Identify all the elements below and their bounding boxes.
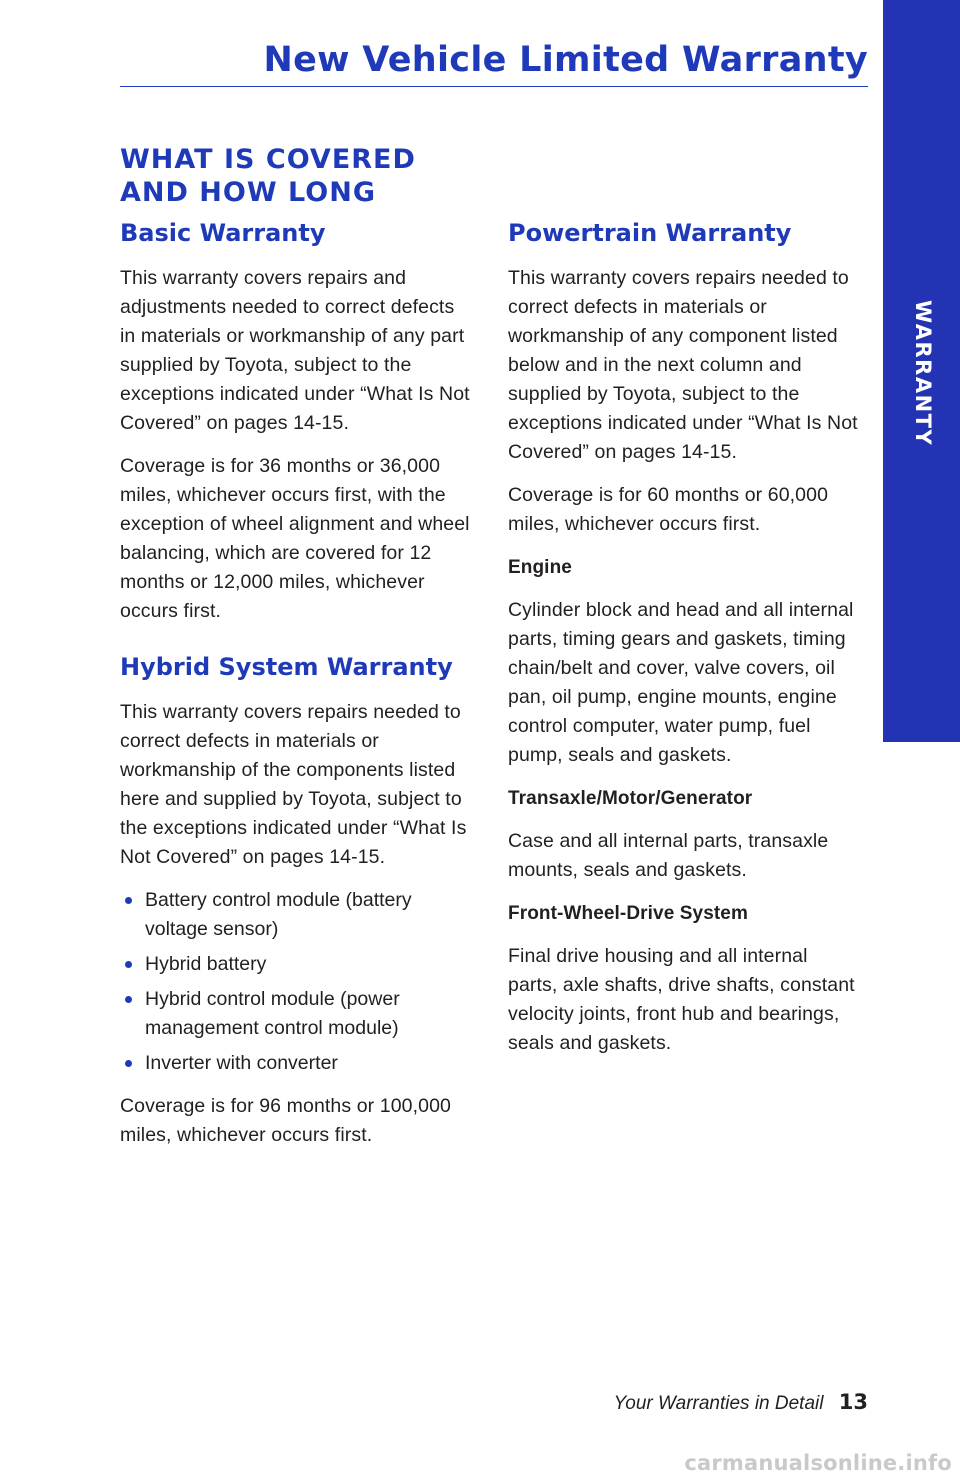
left-column <box>120 214 475 1164</box>
list-item <box>120 886 475 944</box>
powertrain-warranty-description: This warranty covers repairs needed to correct defects in materials or workmanship of any component listed below and in the next column and supplied by Toyota, subject to the exceptions indicated under “What Is Not Covered” on pages 14-15. <box>508 267 858 463</box>
main-heading: WHAT IS COVERED AND HOW LONG <box>120 144 416 208</box>
basic-warranty-heading: Basic Warranty <box>120 219 326 247</box>
fwd-subheading: Front-Wheel-Drive System <box>508 903 748 924</box>
basic-warranty-coverage: Coverage is for 36 months or 36,000 miles, whichever occurs first, with the exception of wheel alignment and wheel balancing, which are covered for 12 months or 12,000 miles, whichever occurs first. <box>120 455 470 622</box>
bullet-icon <box>125 996 132 1003</box>
fwd-parts-text: Final drive housing and all internal parts, axle shafts, drive shafts, constant velocity joints, front hub and bearings, seals and gaskets. <box>508 945 855 1054</box>
hybrid-warranty-description: This warranty covers repairs needed to correct defects in materials or workmanship of the components listed here and supplied by Toyota, subject to the exceptions indicated under “What Is Not Covered” on pages 14-15. <box>120 701 467 868</box>
list-item-text: Inverter with converter <box>145 1052 338 1074</box>
bullet-icon <box>125 897 132 904</box>
hybrid-warranty-coverage: Coverage is for 96 months or 100,000 miles, whichever occurs first. <box>120 1095 451 1146</box>
list-item <box>120 950 475 979</box>
list-item <box>120 1049 475 1078</box>
basic-warranty-description: This warranty covers repairs and adjustments needed to correct defects in materials or workmanship of any part supplied by Toyota, subject to the exceptions indicated under “What Is Not Covered” on pages 14-15. <box>120 267 470 434</box>
powertrain-warranty-coverage: Coverage is for 60 months or 60,000 miles, whichever occurs first. <box>508 484 829 535</box>
page-number: 13 <box>838 1390 868 1414</box>
list-item-text: Hybrid battery <box>145 953 267 975</box>
transaxle-subheading: Transaxle/Motor/Generator <box>508 788 753 809</box>
hybrid-warranty-heading: Hybrid System Warranty <box>120 653 453 681</box>
right-column <box>508 214 858 1072</box>
bullet-icon <box>125 1060 132 1067</box>
header-divider <box>120 86 868 87</box>
list-item-text: Hybrid control module (power management control module) <box>145 988 400 1039</box>
list-item <box>120 985 475 1043</box>
powertrain-warranty-heading: Powertrain Warranty <box>508 219 792 247</box>
page-footer <box>614 1387 868 1419</box>
engine-subheading: Engine <box>508 557 572 578</box>
engine-parts-text: Cylinder block and head and all internal parts, timing gears and gaskets, timing chain/belt and cover, valve covers, oil pan, oil pump, engine mounts, engine control computer, water pump, fuel pump, seals and gaskets. <box>508 599 854 766</box>
page-header-title: New Vehicle Limited Warranty <box>263 40 868 80</box>
watermark: carmanualsonline.info <box>684 1451 952 1475</box>
transaxle-parts-text: Case and all internal parts, transaxle mounts, seals and gaskets. <box>508 830 829 881</box>
side-tab-label: WARRANTY <box>911 299 935 447</box>
hybrid-components-list <box>120 886 475 1078</box>
bullet-icon <box>125 961 132 968</box>
footer-section-title: Your Warranties in Detail <box>613 1393 824 1414</box>
list-item-text: Battery control module (battery voltage sensor) <box>145 889 412 940</box>
